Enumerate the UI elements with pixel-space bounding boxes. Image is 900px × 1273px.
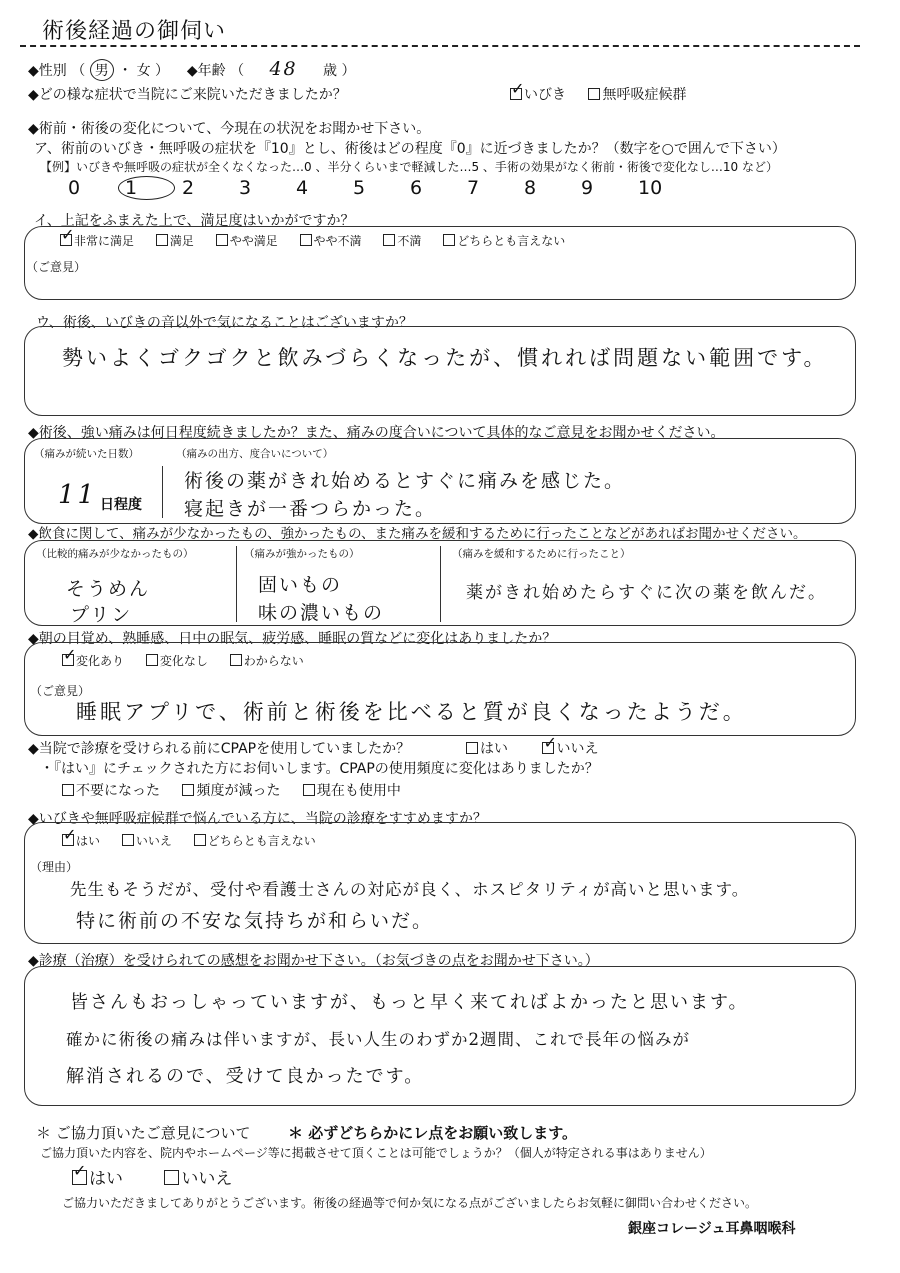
option-somewhat-satisfied[interactable]: やや満足 [216,232,278,249]
checkbox-less-frequent[interactable] [182,784,194,796]
scale-8[interactable]: 8 [524,177,537,199]
pain-question: ◆術後、強い痛みは何日程度続きましたか？また、痛みの度合いについて具体的なご意見をお聞かせください。 [28,425,725,441]
food-strong-label: （痛みが強かったもの） [244,548,360,560]
scale-2[interactable]: 2 [182,177,195,199]
recommend-options [62,832,334,849]
checkbox-recommend-no[interactable] [122,834,134,846]
clinic-name: 銀座コレージュ耳鼻咽喉科 [628,1221,796,1237]
option-recommend-yes[interactable]: ✓はい [62,832,100,849]
option-still-using[interactable]: 現在も使用中 [303,780,401,800]
food-strong-item-2[interactable]: 味の濃いもの [258,602,385,624]
option-consent-no[interactable]: いいえ [164,1164,232,1189]
gender-close: ） [155,63,170,79]
checkbox-unknown[interactable] [230,654,242,666]
food-strong-item-1[interactable]: 固いもの [258,574,343,596]
option-unchanged[interactable]: 変化なし [146,652,208,669]
impression-line-1[interactable]: 皆さんもおっしゃっていますが、もっと早く来てればよかったと思います。 [70,992,749,1013]
option-recommend-no[interactable]: いいえ [122,832,172,849]
scale-3[interactable]: 3 [239,177,252,199]
option-changed[interactable]: ✓変化あり [62,652,124,669]
pain-days-unit: 日程度 [100,497,142,513]
option-very-satisfied[interactable]: ✓非常に満足 [60,232,134,249]
option-neither[interactable]: どちらとも言えない [443,232,565,249]
cpap-question: ◆当院で診療を受けられる前にCPAPを使用していましたか？ [28,741,411,757]
change-sub-a: ア、術前のいびき・無呼吸の症状を『10』とし、術後はどの程度『0』に近づきましたか？（数字を○で囲んで下さい） [34,141,786,157]
gender-male-circled[interactable]: 男 [90,59,114,81]
food-question: ◆飲食に関して、痛みが少なかったもの、強かったもの、また痛みを緩和するために行ったことなどがあればお聞かせください。 [28,526,807,542]
checkbox-satisfied[interactable] [156,234,168,246]
pain-days-value[interactable]: 11 [58,480,98,510]
scale-4[interactable]: 4 [296,177,309,199]
checkbox-no-longer-needed[interactable] [62,784,74,796]
option-less-frequent[interactable]: 頻度が減った [182,780,280,800]
scale-9[interactable]: 9 [581,177,594,199]
food-relief-text[interactable]: 薬がきれ始めたらすぐに次の薬を飲んだ。 [466,583,827,603]
food-less-label: （比較的痛みが少なかったもの） [36,548,194,560]
food-relief-label: （痛みを緩和するために行ったこと） [452,548,631,560]
pain-divider [162,466,163,518]
option-cpap-no[interactable]: ✓ いいえ [542,738,598,758]
option-satisfied[interactable]: 満足 [156,232,194,249]
checkbox-somewhat-satisfied[interactable] [216,234,228,246]
option-recommend-neither[interactable]: どちらとも言えない [194,832,316,849]
food-divider-2 [440,546,441,622]
cpap-follow-options [62,780,419,800]
checkbox-unchanged[interactable] [146,654,158,666]
checkbox-apnea[interactable] [588,88,600,100]
checkbox-cpap-no[interactable] [542,742,554,754]
option-apnea[interactable]: 無呼吸症候群 [588,84,686,104]
scale-10[interactable]: 10 [638,177,663,199]
footer-note-2: ＊ 必ずどちらかにレ点をお願い致します。 [288,1124,578,1142]
option-no-longer-needed[interactable]: 不要になった [62,780,160,800]
checkbox-neither[interactable] [443,234,455,246]
option-ibiki[interactable]: ✓ いびき [510,84,566,104]
option-consent-yes[interactable]: ✓はい [72,1164,123,1189]
age-close: ） [341,63,356,79]
change-scale [68,176,695,200]
checkbox-ibiki[interactable] [510,88,522,100]
checkbox-somewhat-unsatisfied[interactable] [300,234,312,246]
impression-question: ◆診療（治療）を受けられての感想をお聞かせ下さい。（お気づきの点をお聞かせ下さい。） [28,953,599,969]
recommend-reason-line-2[interactable]: 特に術前の不安な気持ちが和らいだ。 [76,910,434,932]
scale-0[interactable]: 0 [68,177,81,199]
satisfaction-options [60,232,583,249]
scale-5[interactable]: 5 [353,177,366,199]
age-unit: 歳 [323,63,337,79]
option-unsatisfied[interactable]: 不満 [383,232,421,249]
sleep-opinion-label: （ご意見） [30,684,91,698]
option-cpap-yes[interactable]: はい [466,738,508,758]
gender-open: （ [71,63,86,79]
checkbox-recommend-yes[interactable] [62,834,74,846]
profile-row [28,58,355,81]
checkbox-consent-no[interactable] [164,1170,179,1185]
title-divider [20,45,860,47]
option-somewhat-unsatisfied[interactable]: やや不満 [300,232,362,249]
symptom-question: ◆どの様な症状で当院にご来院いただきましたか？ [28,87,347,103]
checkbox-still-using[interactable] [303,784,315,796]
food-divider-1 [236,546,237,622]
gender-label: ◆性別 [28,63,67,79]
age-label: ◆年齢 [186,63,226,79]
pain-days-label: （痛みが続いた日数） [34,448,139,460]
footer-note-1: ＊ ご協力頂いたご意見について [36,1124,251,1142]
age-open: （ [230,63,245,79]
checkbox-cpap-yes[interactable] [466,742,478,754]
page-title: 術後経過の御伺い [42,19,227,44]
gender-female[interactable]: 女 [136,63,151,79]
other-question: ウ、術後、いびきの音以外で気になることはございますか？ [36,315,413,331]
change-example: 【例】いびきや無呼吸の症状が全くなくなった…0 、半分くらいまで軽減した…5 、手術の効果がなく術前・術後で変化なし…10 など） [40,160,778,174]
footer-consent-question: ご協力頂いた内容を、院内やホームページ等に掲載させて頂くことは可能でしょうか？（個人が特定される事はありません） [40,1146,712,1160]
cpap-follow-question: ・『はい』にチェックされた方にお伺いします。CPAPの使用頻度に変化はありましたか？ [40,761,599,777]
food-less-item-1[interactable]: そうめん [66,578,151,600]
change-heading: ◆術前・術後の変化について、今現在の状況をお聞かせ下さい。 [28,121,431,137]
checkbox-recommend-neither[interactable] [194,834,206,846]
pain-detail-line-2[interactable]: 寝起きが一番つらかった。 [184,498,437,520]
sleep-question: ◆朝の目覚め、熟睡感、日中の眠気、疲労感、睡眠の質などに変化はありましたか？ [28,631,557,647]
footer-thanks: ご協力いただきましてありがとうございます。術後の経過等で何か気になる点がございましたらお気軽に御問い合わせください。 [62,1196,758,1210]
scale-6[interactable]: 6 [410,177,423,199]
option-unknown[interactable]: わからない [230,652,304,669]
satisfaction-question: イ、上記をふまえた上で、満足度はいかがですか？ [34,213,355,229]
pain-detail-label: （痛みの出方、度合いについて） [176,448,334,460]
checkbox-very-satisfied[interactable] [60,234,72,246]
symptom-options [510,84,704,104]
food-less-item-2[interactable]: プリン [70,604,133,626]
impression-line-3[interactable]: 解消されるので、受けて良かったです。 [66,1066,425,1087]
cpap-options [466,738,616,758]
other-answer[interactable]: 勢いよくゴクゴクと飲みづらくなったが、慣れれば問題ない範囲です。 [62,346,828,370]
checkbox-consent-yes[interactable] [72,1170,87,1185]
sleep-options [62,652,322,669]
satisfaction-opinion-label: （ご意見） [26,260,87,274]
gender-sep: ・ [118,63,133,79]
recommend-question: ◆いびきや無呼吸症候群で悩んでいる方に、当院の診療をすすめますか？ [28,811,487,827]
checkbox-changed[interactable] [62,654,74,666]
impression-line-2[interactable]: 確かに術後の痛みは伴いますが、長い人生のわずか2週間、これで長年の悩みが [66,1030,690,1049]
scale-1-circled[interactable]: 1 [125,176,182,200]
checkbox-unsatisfied[interactable] [383,234,395,246]
recommend-reason-line-1[interactable]: 先生もそうだが、受付や看護士さんの対応が良く、ホスピタリティが高いと思います。 [70,880,750,899]
recommend-reason-label: （理由） [30,860,79,874]
scale-7[interactable]: 7 [467,177,480,199]
sleep-opinion-text[interactable]: 睡眠アプリで、術前と術後を比べると質が良くなったようだ。 [76,700,747,724]
pain-detail-line-1[interactable]: 術後の薬がきれ始めるとすぐに痛みを感じた。 [184,470,626,492]
footer-consent-options [72,1164,250,1189]
age-value[interactable]: 48 [269,58,298,80]
